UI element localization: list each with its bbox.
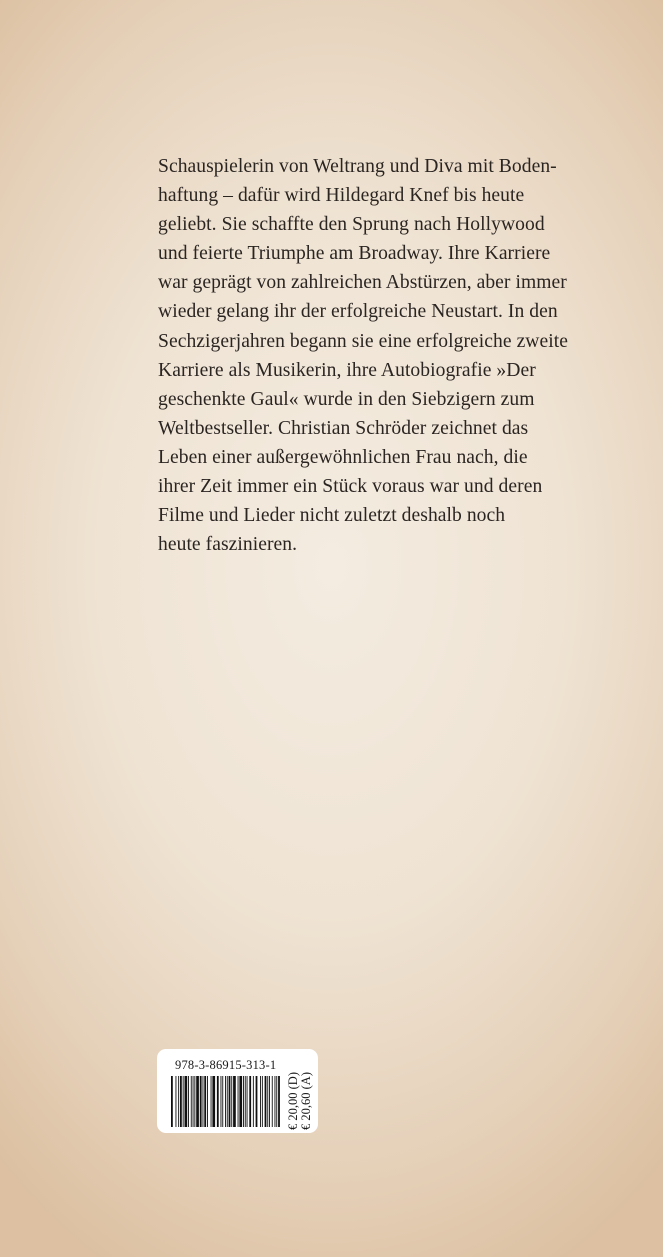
barcode-bar (203, 1076, 204, 1127)
barcode-bar (180, 1076, 182, 1127)
barcode-bar (200, 1076, 202, 1127)
barcode-bar (193, 1076, 194, 1127)
barcode-bar (267, 1076, 268, 1127)
barcode-bar (275, 1076, 276, 1127)
barcode-bar (272, 1076, 273, 1127)
barcode-bar (262, 1076, 263, 1127)
back-cover-blurb: Schauspielerin von Weltrang und Diva mit Boden- haftung – dafür wird Hildegard Knef bis heute geliebt. Sie schaffte den Sprung nach Hollywood und feierte Triumphe am Broadway. Ihre Karriere war geprägt von zahlreichen Abstürzen, aber immer wieder gelang ihr der erfolgreiche Neustart. In den Sechzigerjahren begann sie eine erfolgreiche zweite Karriere als Musikerin, ihre Autobiografie »Der geschenkte Gaul« wurde in den Siebzigern zum Weltbestseller. Christian Schröder zeichnet das Leben einer außergewöhnlichen Frau nach, die ihrer Zeit immer ein Stück voraus war und deren Filme und Lieder nicht zuletzt deshalb noch heute faszinieren. (158, 156, 568, 556)
barcode-bar (233, 1076, 236, 1127)
barcode-bar (229, 1076, 231, 1127)
barcode-bar (191, 1076, 192, 1127)
barcode-bar (183, 1076, 184, 1127)
barcode-bar (276, 1076, 277, 1127)
barcode-bar (222, 1076, 223, 1127)
price-block (285, 1062, 313, 1130)
barcode-bar (225, 1076, 226, 1127)
barcode-bar (278, 1076, 280, 1127)
price-germany: € 20,00 (D) (286, 1072, 300, 1130)
barcode-bar (185, 1076, 188, 1127)
barcode-bar (204, 1076, 206, 1127)
barcode-bar (245, 1076, 246, 1127)
barcode-bar (221, 1076, 222, 1127)
barcode-bar (256, 1076, 258, 1127)
barcode-bar (227, 1076, 228, 1127)
barcode-bar (239, 1076, 242, 1127)
barcode-bar (238, 1076, 239, 1127)
barcode-label (157, 1049, 318, 1133)
barcode-bar (211, 1076, 212, 1127)
barcode-bar (249, 1076, 251, 1127)
barcode-bar (265, 1076, 267, 1127)
barcode-bar (196, 1076, 199, 1127)
barcode-bar (243, 1076, 244, 1127)
barcode-bar (171, 1076, 173, 1127)
barcode-bar (212, 1076, 215, 1127)
barcode-bar (176, 1076, 177, 1127)
barcode-bar (188, 1076, 189, 1127)
barcode-bar (194, 1076, 195, 1127)
barcode-bar (247, 1076, 248, 1127)
barcode-bar (231, 1076, 232, 1127)
barcode-bar (217, 1076, 219, 1127)
isbn-number: 978-3-86915-313-1 (175, 1058, 277, 1072)
barcode-bars (171, 1076, 281, 1127)
barcode-bar (178, 1076, 179, 1127)
barcode-bar (253, 1076, 254, 1127)
barcode-bar (207, 1076, 208, 1127)
price-austria: € 20,60 (A) (299, 1072, 313, 1130)
barcode-bar (260, 1076, 261, 1127)
barcode-bar (269, 1076, 270, 1127)
